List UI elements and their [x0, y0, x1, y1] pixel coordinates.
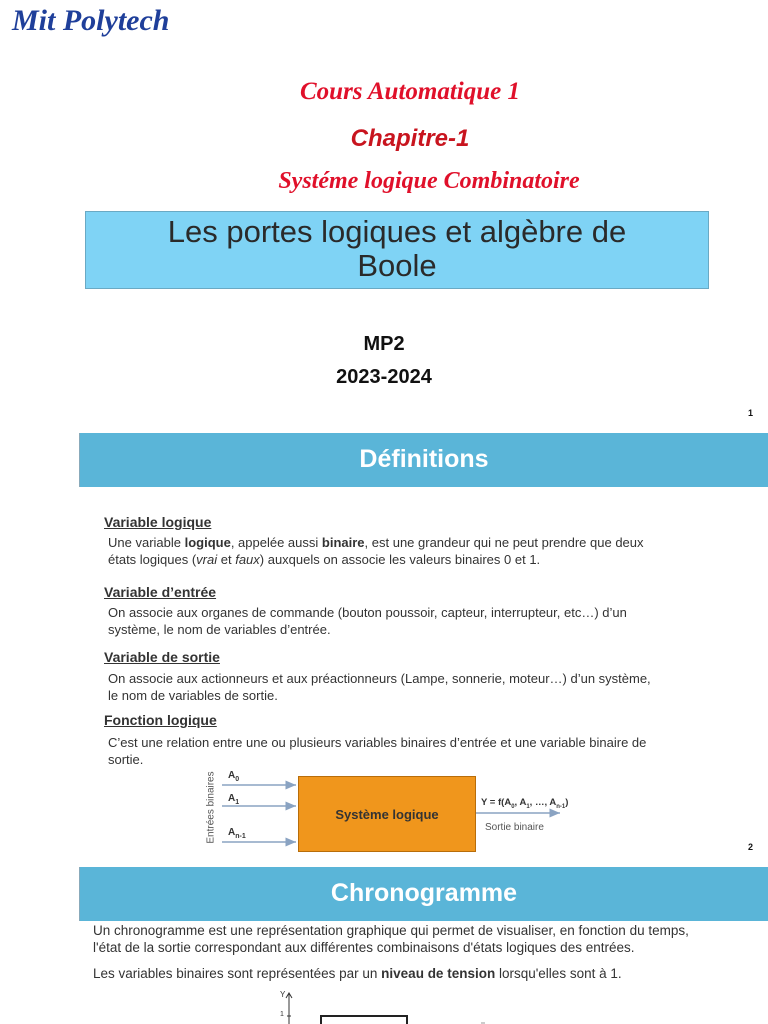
logic-system-box	[298, 776, 476, 852]
definitions-header	[79, 433, 768, 487]
chronogramme-definition: Un chronogramme est une représentation graphique qui permet de visualiser, en fonction du temps, l'état de la sortie correspondant aux différentes combinaisons d'états logiques des entrées.	[93, 923, 689, 955]
input-a1-label: $A_1$	[228, 793, 240, 806]
chronogramme-header	[79, 867, 768, 921]
definitions-heading: Définitions	[359, 445, 489, 473]
chrono-axis-y-label: Y	[280, 990, 286, 999]
page-number-2: 2	[748, 842, 754, 852]
input-a0-label: $A_0$	[228, 770, 240, 783]
var-entree-title: Variable d’entrée	[104, 584, 217, 600]
fonction-logique-title: Fonction logique	[104, 712, 217, 728]
logic-system-label: Système logique	[335, 807, 439, 822]
var-entree-text: On associe aux organes de commande (bouton poussoir, capteur, interrupteur, etc…) d’un système, le nom de variables d’entrée.	[108, 605, 627, 637]
output-function-label: $Y = f(A_0$, $A_1$, …, $A_{n-1}$)	[481, 797, 569, 810]
fonction-logique-text: C’est une relation entre une ou plusieurs variables binaires d’entrée et une variable binaire de sortie.	[108, 735, 647, 767]
main-title-line-2: Boole	[357, 248, 437, 283]
system-subtitle: Systéme logique Combinatoire	[278, 168, 580, 194]
inputs-side-label: Entrées binaires	[205, 771, 217, 844]
output-caption: Sortie binaire	[485, 822, 544, 833]
class-level: MP2	[363, 333, 405, 355]
var-sortie-text: On associe aux actionneurs et aux préactionneurs (Lampe, sonnerie, moteur…) d’un système, le nom de variables de sortie.	[108, 671, 651, 703]
main-title-line-1: Les portes logiques et algèbre de	[167, 214, 627, 249]
input-an-label: $A_{n-1}$	[228, 827, 246, 840]
chronogram-figure	[285, 990, 495, 1024]
chrono-signal	[321, 1016, 407, 1024]
page-number-1: 1	[748, 408, 754, 418]
var-sortie-title: Variable de sortie	[104, 649, 220, 665]
chronogramme-tension-note: Les variables binaires sont représentées par un niveau de tension lorsqu'elles sont à 1.	[93, 966, 622, 981]
course-title: Cours Automatique 1	[300, 78, 520, 105]
var-logique-text: Une variable logique, appelée aussi binaire, est une grandeur qui ne peut prendre que deux états logiques (vrai et faux) auxquels on associe les valeurs binaires 0 et 1.	[108, 535, 644, 567]
chronogramme-heading: Chronogramme	[330, 879, 518, 907]
academic-year: 2023-2024	[336, 366, 432, 388]
chrono-tick-1: 1	[280, 1011, 284, 1018]
main-title-box	[85, 211, 709, 289]
chapter-title: Chapitre-1	[350, 125, 470, 152]
brand-title: Mit Polytech	[12, 4, 170, 37]
var-logique-title: Variable logique	[104, 514, 212, 530]
